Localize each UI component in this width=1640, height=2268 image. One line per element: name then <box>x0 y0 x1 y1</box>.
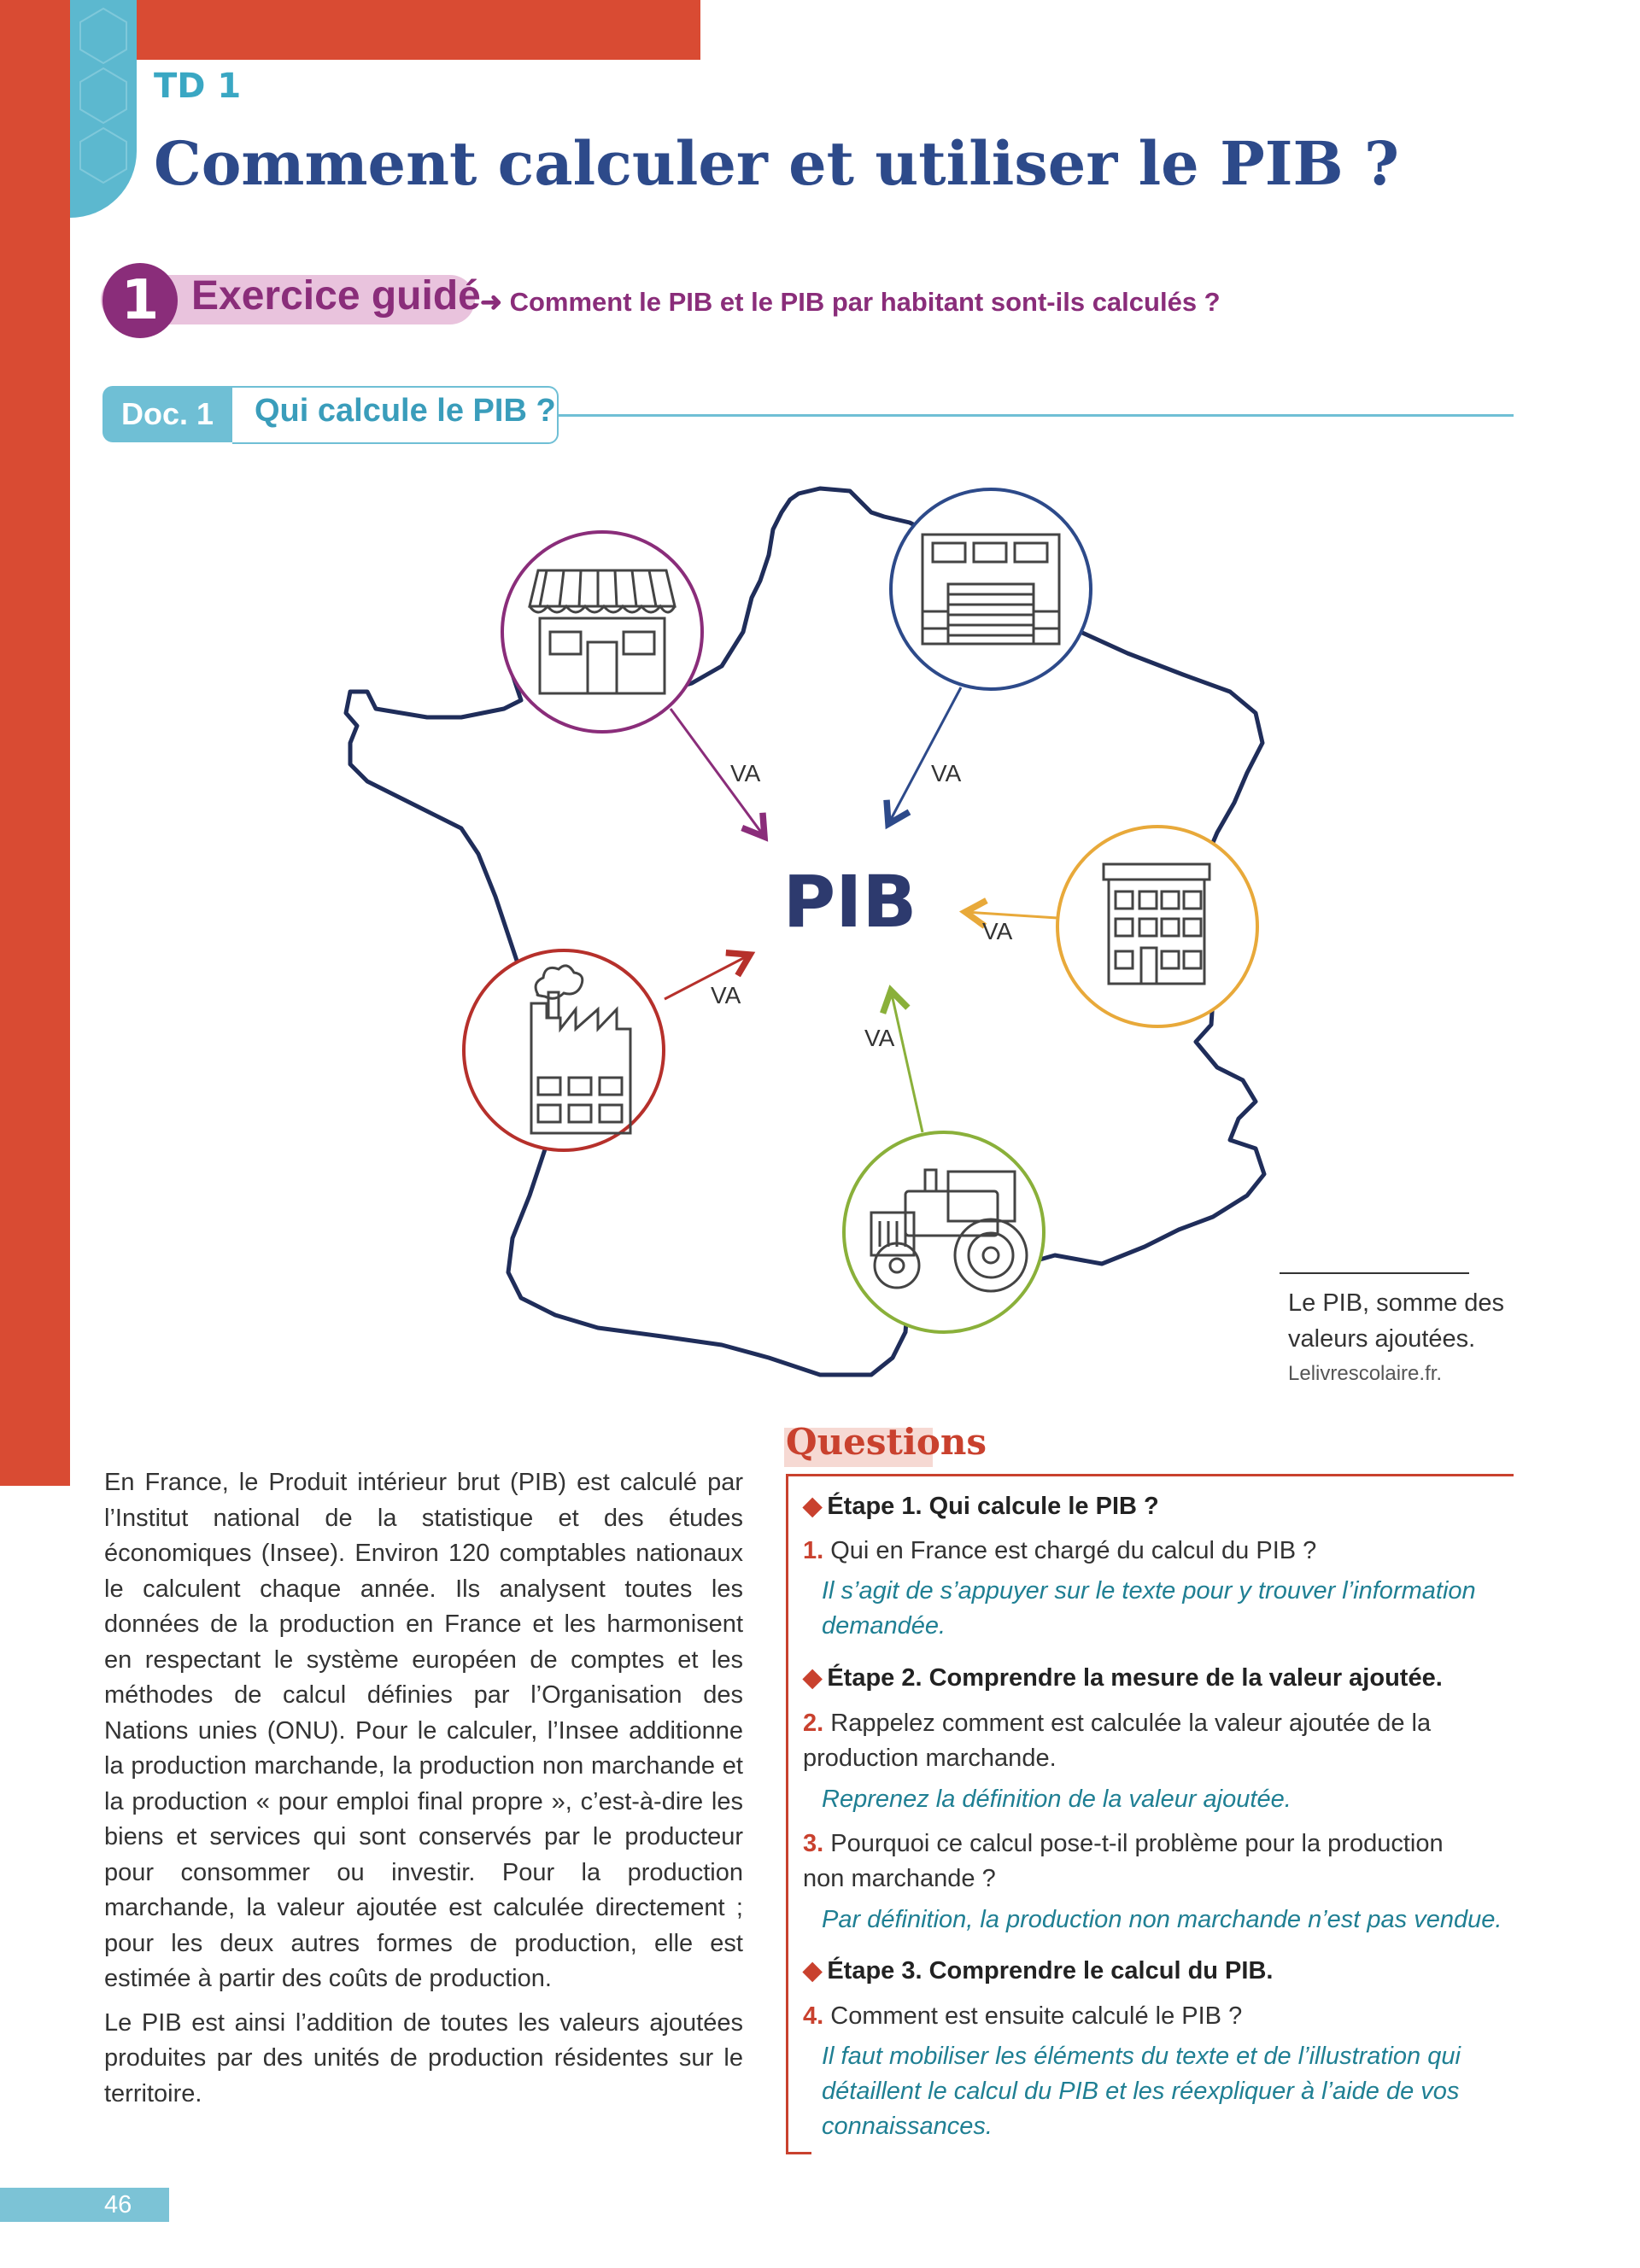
hint-1: Il s’agit de s’appuyer sur le texte pour y trouver l’information demandée. <box>822 1577 1476 1640</box>
questions-top-rule <box>786 1474 1514 1476</box>
arrow-garage <box>888 687 961 824</box>
exercise-question: ➜ Comment le PIB et le PIB par habitant sont-ils calculés ? <box>480 287 1221 317</box>
questions-title: Questions <box>786 1421 987 1463</box>
page-number: 46 <box>104 2191 132 2218</box>
exercise-title: Exercice guidé <box>191 273 481 319</box>
pib-label: PIB <box>782 860 917 944</box>
diamond-icon: ◆ <box>803 1493 823 1520</box>
arrow-tractor <box>891 991 922 1132</box>
questions-bottom-rule <box>786 2152 811 2154</box>
page-number-box <box>0 2188 169 2222</box>
hint-2: Reprenez la définition de la valeur ajoutée. <box>822 1786 1292 1813</box>
step-1-heading: ◆ Étape 1. Qui calcule le PIB ? <box>803 1493 1159 1520</box>
va-label-factory: VA <box>711 982 741 1008</box>
caption-line-2: valeurs ajoutées. <box>1288 1325 1476 1353</box>
body-paragraph-1: En France, le Produit intérieur brut (PIB) est calculé par l’Institut national de la statistique et des études économiques (Insee). Environ 120 comptables nationaux le calculent chaque année. Ils analysent toutes les données de la production en France et les harmonisent en respectant le système européen de comptes et les méthodes de calcul définies par l’Organisation des Nations unies (ONU). Pour le calculer, l’Insee additionne la production marchande, la production non marchande et la production « pour emploi final propre », c’est-à-dire les biens et services qui sont conservés par le producteur pour consommer ou investir. Pour la production marchande, la valeur ajoutée est calculée directement ; pour les deux autres formes de production, elle est estimée à partir des coûts de production. <box>104 1469 743 1992</box>
caption-source: Lelivrescolaire.fr. <box>1288 1362 1443 1385</box>
va-label-building: VA <box>982 918 1013 944</box>
document-body <box>104 1465 743 2120</box>
va-label-tractor: VA <box>864 1025 895 1051</box>
hint-3: Par définition, la production non marchande n’est pas vendue. <box>822 1906 1502 1933</box>
va-label-garage: VA <box>931 760 962 786</box>
step-2-heading: ◆ Étape 2. Comprendre la mesure de la valeur ajoutée. <box>803 1664 1443 1692</box>
diamond-icon: ◆ <box>803 1957 823 1984</box>
caption-rule <box>1280 1272 1469 1274</box>
va-label-shop: VA <box>730 760 761 786</box>
td-label: TD 1 <box>154 67 242 106</box>
caption-line-1: Le PIB, somme des <box>1288 1289 1505 1317</box>
arrow-building <box>965 912 1057 918</box>
shop-circle <box>502 532 702 732</box>
question-1: 1. Qui en France est chargé du calcul du PIB ? <box>803 1537 1317 1564</box>
diamond-icon: ◆ <box>803 1664 823 1692</box>
garage-circle <box>891 489 1091 689</box>
body-paragraph-2: Le PIB est ainsi l’addition de toutes les valeurs ajoutées produites par des unités de production résidentes sur le territoire. <box>104 2008 743 2107</box>
question-2: 2. Rappelez comment est calculée la valeur ajoutée de la production marchande. <box>803 1710 1432 1772</box>
questions-left-rule <box>786 1474 788 2154</box>
factory-circle <box>464 950 664 1150</box>
tractor-circle <box>844 1132 1044 1332</box>
question-3: 3. Pourquoi ce calcul pose-t-il problème pour la production non marchande ? <box>803 1830 1444 1892</box>
doc-tag: Doc. 1 <box>102 386 232 442</box>
page-title: Comment calculer et utiliser le PIB ? <box>154 128 1400 199</box>
doc-title: Qui calcule le PIB ? <box>255 393 556 429</box>
exercise-number: 1 <box>102 263 178 338</box>
hint-4: Il faut mobiliser les éléments du texte et de l’illustration qui détaillent le calcul du PIB et les réexpliquer à l’aide de vos connaissances. <box>822 2043 1461 2140</box>
question-4: 4. Comment est ensuite calculé le PIB ? <box>803 2002 1243 2030</box>
step-3-heading: ◆ Étape 3. Comprendre le calcul du PIB. <box>803 1957 1274 1984</box>
